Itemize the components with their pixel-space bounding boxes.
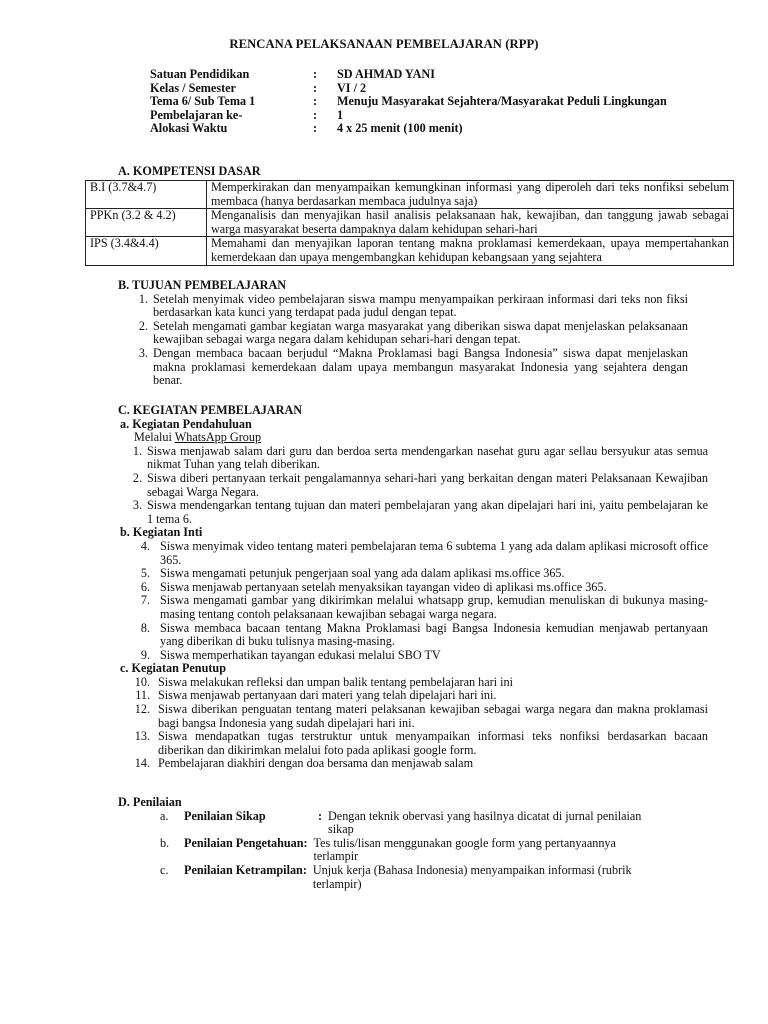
item-number: 11. bbox=[135, 688, 150, 703]
penilaian-key: Penilaian Sikap bbox=[184, 808, 266, 823]
identity-colon: : bbox=[313, 107, 318, 122]
item-number: 8. bbox=[140, 620, 150, 635]
item-text: Siswa mengamati petunjuk pengerjaan soal yang ada dalam aplikasi ms.office 365. bbox=[160, 566, 565, 581]
penilaian-letter: a. bbox=[160, 808, 169, 823]
penilaian-letter: b. bbox=[160, 835, 170, 850]
identity-value: 1 bbox=[337, 107, 344, 122]
identity-value: VI / 2 bbox=[337, 80, 367, 95]
identity-key: Kelas / Semester bbox=[150, 80, 236, 95]
list-item bbox=[126, 347, 688, 388]
item-number: 9. bbox=[140, 647, 150, 662]
identity-key: Satuan Pendidikan bbox=[150, 67, 250, 81]
section-c bbox=[118, 404, 708, 771]
penilaian-key: Penilaian Pengetahuan bbox=[184, 835, 304, 850]
kd-description: Memperkirakan dan menyampaikan kemungkinan informasi yang diperoleh dari teks nonfiksi sebelum membaca (hanya berdasarkan membaca judulnya saja) bbox=[207, 181, 734, 209]
list-item bbox=[118, 581, 708, 595]
list-item bbox=[118, 540, 708, 567]
section-a-heading: A. KOMPETENSI DASAR bbox=[118, 164, 261, 178]
penilaian-separator: : bbox=[303, 835, 308, 850]
kd-row bbox=[86, 181, 734, 209]
whatsapp-group-link[interactable]: WhatsApp Group bbox=[174, 430, 262, 445]
list-item bbox=[118, 689, 708, 703]
list-item bbox=[120, 445, 708, 472]
identity-colon: : bbox=[313, 121, 318, 136]
item-text: Setelah menyimak video pembelajaran siswa mampu menyampaikan perkiraan informasi dari teks non fiksi berdasarkan kata kunci yang terdapat pada judul dengan tepat. bbox=[153, 291, 688, 320]
list-item bbox=[118, 757, 708, 771]
penutup-list bbox=[118, 676, 708, 771]
kd-row bbox=[86, 237, 734, 265]
penilaian-text: Tes tulis/lisan menggunakan google form yang pertanyaannya terlampir bbox=[313, 835, 616, 864]
list-item bbox=[118, 567, 708, 581]
kompetensi-dasar-table bbox=[85, 180, 734, 266]
item-text: Siswa menjawab pertanyaan dari materi yang telah dipelajari hari ini. bbox=[158, 688, 497, 703]
kd-subject: IPS (3.4&4.4) bbox=[86, 237, 207, 265]
item-text: Dengan membaca bacaan berjudul “Makna Proklamasi bagi Bangsa Indonesia” siswa dapat menjelaskan makna proklamasi kemerdekaan dalam upaya membangun masyarakat Indonesia yang sejahtera dengan benar. bbox=[153, 345, 688, 388]
identity-colon: : bbox=[313, 67, 318, 81]
item-text: Siswa menjawab salam dari guru dan berdoa serta mendengarkan nasehat guru agar sellau bersyukur atas semua nikmat Tuhan yang telah diberikan. bbox=[147, 443, 708, 472]
item-text: Siswa diberikan penguatan tentang materi pelaksanan kewajiban sebagai warga negara dan makna proklamasi bagi bangsa Indonesia yang sudah dipelajari hari ini. bbox=[158, 702, 708, 730]
identity-colon: : bbox=[313, 94, 318, 109]
identity-value: 4 x 25 menit (100 menit) bbox=[337, 121, 463, 136]
item-number: 3. bbox=[132, 498, 142, 513]
item-text: Siswa membaca bacaan tentang Makna Proklamasi bagi Bangsa Indonesia kemudian menjawab pertanyaan yang diberikan di buku tulisnya masing-masing. bbox=[160, 620, 708, 649]
pendahuluan-body bbox=[134, 431, 708, 526]
identity-key: Pembelajaran ke- bbox=[150, 107, 243, 122]
item-number: 1. bbox=[138, 291, 148, 306]
list-item bbox=[120, 499, 708, 526]
item-text: Siswa menyimak video tentang materi pembelajaran tema 6 subtema 1 yang ada dalam aplikasi microsoft office 365. bbox=[160, 538, 708, 567]
identity-key: Tema 6/ Sub Tema 1 bbox=[150, 94, 256, 109]
item-number: 4. bbox=[140, 538, 150, 553]
kd-description: Memahami dan menyajikan laporan tentang makna proklamasi kemerdekaan, upaya mempertahankan kemerdekaan dan upaya mengembangkan kehidupan kebangsaan yang sejahtera bbox=[207, 237, 734, 265]
item-text: Siswa mengamati gambar yang dikirimkan melalui whatsapp grup, kemudian menuliskan di bukunya masing-masing tentang contoh pelaksanaan kewajiban sebagai warga negara. bbox=[160, 593, 708, 621]
list-item bbox=[126, 293, 688, 320]
via-prefix: Melalui bbox=[134, 430, 175, 445]
item-number: 2. bbox=[138, 318, 148, 333]
section-c-heading: C. KEGIATAN PEMBELAJARAN bbox=[118, 403, 303, 417]
item-text: Setelah mengamati gambar kegiatan warga masyarakat yang diberikan siswa dapat menjelaskan pelaksanaan kewajiban sebagai warga negara dalam kehidupan sehari-hari dengan tepat. bbox=[153, 318, 688, 347]
list-item bbox=[120, 472, 708, 499]
item-number: 7. bbox=[140, 593, 150, 608]
kd-description: Menganalisis dan menyajikan hasil analisis pelaksanaan hak, kewajiban, dan tanggung jawab sebagai warga masyarakat beserta dampaknya dalam kehidupan sehari-hari bbox=[207, 209, 734, 237]
identity-key: Alokasi Waktu bbox=[150, 121, 228, 136]
item-number: 14. bbox=[134, 756, 150, 771]
penilaian-key: Penilaian Ketrampilan bbox=[184, 862, 303, 877]
list-item bbox=[126, 320, 688, 347]
inti-heading: b. Kegiatan Inti bbox=[120, 525, 203, 540]
item-text: Siswa memperhatikan tayangan edukasi melalui SBO TV bbox=[160, 647, 441, 662]
pendahuluan-heading: a. Kegiatan Pendahuluan bbox=[120, 416, 252, 431]
identity-colon: : bbox=[313, 80, 318, 95]
kd-subject: PPKn (3.2 & 4.2) bbox=[86, 209, 207, 237]
penilaian-separator: : bbox=[302, 862, 307, 877]
item-text: Siswa diberi pertanyaan terkait pengalamannya sehari-hari yang berkaitan dengan materi Pelaksanaan Kewajiban sebagai Warga Negara. bbox=[147, 470, 708, 499]
kd-row bbox=[86, 209, 734, 237]
item-number: 10. bbox=[134, 674, 150, 689]
via-line bbox=[134, 431, 708, 445]
penilaian-item bbox=[160, 864, 708, 891]
section-d-heading: D. Penilaian bbox=[118, 795, 182, 809]
item-text: Pembelajaran diakhiri dengan doa bersama dan menjawab salam bbox=[158, 756, 474, 771]
inti-body bbox=[118, 540, 708, 662]
identity-value: SD AHMAD YANI bbox=[337, 67, 435, 81]
identity-row bbox=[150, 109, 670, 123]
list-item bbox=[118, 594, 708, 621]
item-number: 12. bbox=[134, 702, 150, 717]
item-text: Siswa mendengarkan tentang tujuan dan materi pembelajaran yang akan dipelajari hari ini, yaitu pembelajaran ke 1 tema 6. bbox=[147, 498, 708, 526]
identity-row bbox=[150, 82, 670, 96]
penilaian-separator: : bbox=[318, 808, 323, 823]
penilaian-item bbox=[160, 837, 708, 864]
penilaian-item bbox=[160, 810, 708, 837]
list-item bbox=[118, 703, 708, 730]
list-item bbox=[118, 730, 708, 757]
item-number: 13. bbox=[134, 729, 150, 744]
tujuan-list bbox=[126, 293, 688, 388]
item-number: 1. bbox=[132, 443, 142, 458]
kd-subject: B.I (3.7&4.7) bbox=[86, 181, 207, 209]
item-number: 5. bbox=[140, 566, 150, 581]
section-d bbox=[118, 796, 708, 891]
pendahuluan-list bbox=[120, 445, 708, 527]
item-number: 6. bbox=[140, 579, 150, 594]
section-b-heading: B. TUJUAN PEMBELAJARAN bbox=[118, 278, 287, 292]
identity-value: Menuju Masyarakat Sejahtera/Masyarakat Peduli Lingkungan bbox=[337, 94, 667, 109]
item-text: Siswa mendapatkan tugas terstruktur untuk menyampaikan informasi teks nonfiksi berdasarkan bacaan diberikan dan dikirimkan melalui foto pada aplikasi google form. bbox=[158, 729, 708, 757]
section-b bbox=[118, 279, 688, 388]
penilaian-letter: c. bbox=[160, 862, 169, 877]
identity-block bbox=[150, 68, 670, 136]
document-title: RENCANA PELAKSANAAN PEMBELAJARAN (RPP) bbox=[229, 37, 539, 51]
inti-list bbox=[118, 540, 708, 662]
penutup-body bbox=[118, 676, 708, 771]
list-item bbox=[118, 622, 708, 649]
identity-row bbox=[150, 68, 670, 82]
item-text: Siswa melakukan refleksi dan umpan balik tentang pembelajaran hari ini bbox=[158, 674, 514, 689]
item-number: 3. bbox=[138, 345, 148, 360]
penilaian-text: Unjuk kerja (Bahasa Indonesia) menyampaikan informasi (rubrik terlampir) bbox=[312, 862, 632, 891]
penilaian-text: Dengan teknik obervasi yang hasilnya dicatat di jurnal penilaian sikap bbox=[328, 808, 642, 837]
list-item bbox=[118, 676, 708, 690]
identity-row bbox=[150, 122, 670, 136]
identity-row bbox=[150, 95, 670, 109]
penutup-heading: c. Kegiatan Penutup bbox=[120, 661, 226, 676]
list-item bbox=[118, 649, 708, 663]
item-number: 2. bbox=[132, 470, 142, 485]
item-text: Siswa menjawab pertanyaan setelah menyaksikan tayangan video di aplikasi ms.office 365. bbox=[160, 579, 607, 594]
